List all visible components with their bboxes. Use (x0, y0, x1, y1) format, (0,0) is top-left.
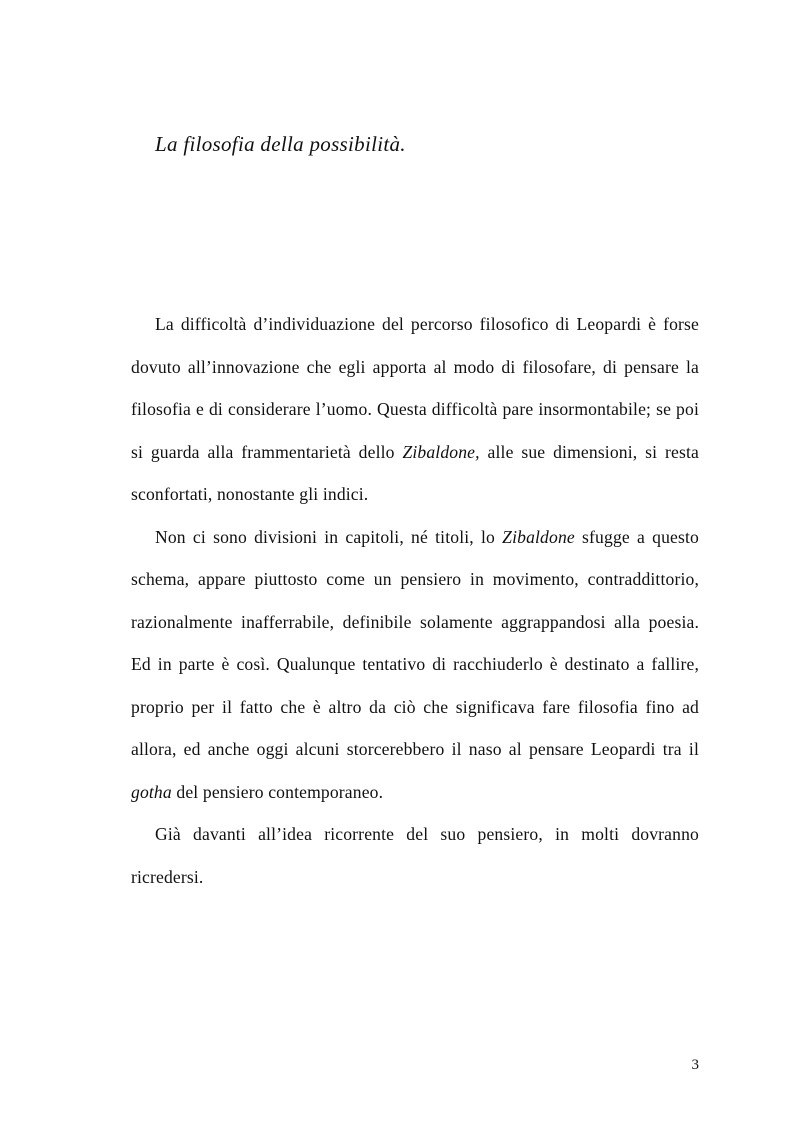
italic-title-zibaldone: Zibaldone, (402, 441, 480, 462)
section-title: La filosofia della possibilità. (155, 132, 406, 156)
paragraph-2 (131, 516, 699, 814)
text-span: del pensiero contemporaneo. (171, 781, 384, 802)
text-span: sfugge a questo schema, appare piuttosto come un pensiero in movimento, contraddittorio, razionalmente inafferrabile, definibile solamente aggrappandosi alla poesia. Ed in parte è così. Qualunque tentativo di racchiuderlo è destinato a fallire, proprio per il fatto che è altro da ciò che significava fare filosofia fino ad allora, ed anche oggi alcuni storcerebbero il naso al pensare Leopardi tra il (131, 526, 699, 759)
page-number: 3 (691, 1057, 699, 1073)
text-span: La difficoltà d’individuazione del percorso filosofico di Leopardi è forse dovuto all’innovazione che egli apporta al modo di filosofare, di pensare la filosofia e di considerare l’uomo. Questa difficoltà pare insormontabile; se poi si guarda alla frammentarietà dello (131, 314, 699, 462)
body-text (131, 303, 699, 898)
paragraph-3 (131, 813, 699, 898)
italic-title-zibaldone: Zibaldone (502, 526, 575, 547)
italic-word-gotha: gotha (131, 781, 172, 802)
text-span: Non ci sono divisioni in capitoli, né titoli, lo (155, 526, 503, 547)
text-span: alle sue dimensioni, si resta sconfortati, nonostante gli indici. (131, 441, 699, 504)
text-span: Già davanti all’idea ricorrente del suo pensiero, in molti dovranno ricredersi. (131, 824, 699, 887)
paragraph-1 (131, 303, 699, 516)
